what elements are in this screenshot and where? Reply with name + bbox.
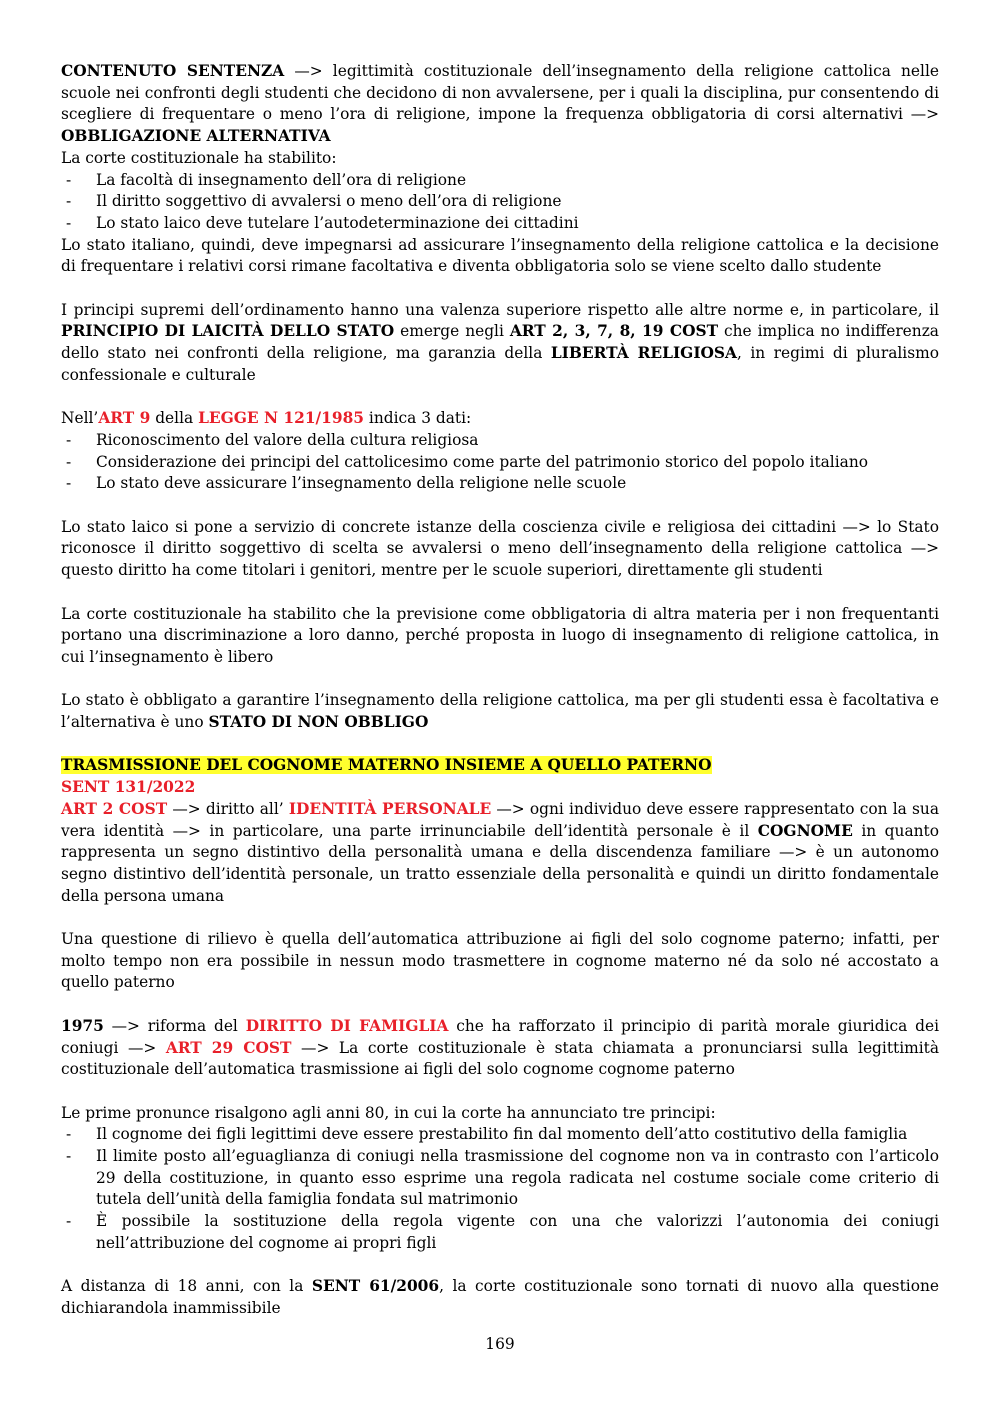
paragraph-sent-2006: A distanza di 18 anni, con la SENT 61/2006, la corte costituzionale sono tornati di nuovo alla questione dichiarandola inammissibile (61, 1277, 939, 1317)
paragraph-non-obbligo: Lo stato è obbligato a garantire l’insegnamento della religione cattolica, ma per gli studenti essa è facoltativa e l’alternativa è uno STATO DI NON OBBLIGO (61, 691, 939, 732)
section-heading: TRASMISSIONE DEL COGNOME MATERNO INSIEME A QUELLO PATERNO (61, 756, 712, 775)
page-number: 169 (485, 1335, 515, 1353)
paragraph-contenuto-sentenza: CONTENUTO SENTENZA —> legittimità costituzionale dell’insegnamento della religione cattolica nelle scuole nei confronti degli studenti che decidono di non avvalersene, per i quali la disciplina, pur consentendo di scegliere di frequentare o meno l’ora di religione, impone la frequenza obbligatoria di corsi alternativi —> OBBLIGAZIONE ALTERNATIVA (61, 62, 939, 146)
list-item: - Il diritto soggettivo di avvalersi o meno dell’ora di religione (61, 191, 939, 213)
paragraph-riforma-1975: 1975 —> riforma del DIRITTO DI FAMIGLIA che ha rafforzato il principio di parità morale giuridica dei coniugi —> ART 29 COST —> La corte costituzionale è stata chiamata a pronunciarsi sulla legittimità costituzionale dell’automatica trasmissione ai figli del solo cognome cognome paterno (61, 1016, 940, 1079)
document-page (61, 61, 939, 1320)
sentence-reference: SENT 131/2022 (61, 778, 196, 797)
paragraph-principi-supremi: I principi supremi dell’ordinamento hanno una valenza superiore rispetto alle altre norme e, in particolare, il PRINCIPIO DI LAICITÀ DELLO STATO emerge negli ART 2, 3, 7, 8, 19 COST che implica no indifferenza dello stato nei confronti della religione, ma garanzia della LIBERTÀ RELIGIOSA, in regimi di pluralismo confessionale e culturale (61, 300, 939, 384)
paragraph-questione-rilievo: Una questione di rilievo è quella dell’automatica attribuzione ai figli del solo cognome paterno; infatti, per molto tempo non era possibile in nessun modo trasmettere in cognome materno né da solo né accostato a quello paterno (61, 930, 939, 992)
list-tre-principi (61, 1124, 939, 1254)
list-item: - È possibile la sostituzione della regola vigente con una che valorizzi l’autonomia dei coniugi nell’attribuzione del cognome ai propri figli (61, 1211, 939, 1254)
list-item: - Riconoscimento del valore della cultura religiosa (61, 430, 939, 452)
list-item: - Il limite posto all’eguaglianza di coniugi nella trasmissione del cognome non va in contrasto con l’articolo 29 della costituzione, in quanto esso esprime una regola radicata nel costume sociale come criterio di tutela dell’unità della famiglia fondata sul matrimonio (61, 1146, 939, 1211)
list-legge-dati (61, 430, 939, 495)
list-item: - Il cognome dei figli legittimi deve essere prestabilito fin dal momento dell’atto costitutivo della famiglia (61, 1124, 939, 1146)
list-corte-principles (61, 170, 939, 235)
list-item: - La facoltà di insegnamento dell’ora di religione (61, 170, 939, 192)
paragraph-prime-pronunce: Le prime pronunce risalgono agli anni 80, in cui la corte ha annunciato tre principi: (61, 1103, 716, 1122)
list-item: - Lo stato laico deve tutelare l’autodeterminazione dei cittadini (61, 213, 939, 235)
list-item: - Lo stato deve assicurare l’insegnamento della religione nelle scuole (61, 473, 939, 495)
paragraph-discriminazione: La corte costituzionale ha stabilito che la previsione come obbligatoria di altra materia per i non frequentanti portano una discriminazione a loro danno, perché proposta in luogo di insegnamento di religione cattolica, in cui l’insegnamento è libero (61, 604, 939, 666)
paragraph-art-9: Nell’ART 9 della LEGGE N 121/1985 indica 3 dati: (61, 409, 472, 428)
list-item: - Considerazione dei principi del cattolicesimo come parte del patrimonio storico del popolo italiano (61, 452, 939, 474)
paragraph-stato-laico: Lo stato laico si pone a servizio di concrete istanze della coscienza civile e religiosa dei cittadini —> lo Stato riconosce il diritto soggettivo di scelta se avvalersi o meno dell’insegnamento della religione cattolica —> questo diritto ha come titolari i genitori, mentre per le scuole superiori, direttamente gli studenti (61, 517, 939, 580)
paragraph-corte-stabilito: La corte costituzionale ha stabilito: (61, 148, 337, 167)
paragraph-stato-italiano: Lo stato italiano, quindi, deve impegnarsi ad assicurare l’insegnamento della religione cattolica e la decisione di frequentare i relativi corsi rimane facoltativa e diventa obbligatoria solo se viene scelto dallo studente (61, 235, 939, 276)
paragraph-identita-personale: ART 2 COST —> diritto all’ IDENTITÀ PERSONALE —> ogni individuo deve essere rappresentato con la sua vera identità —> in particolare, una parte irrinunciabile dell’identità personale è il COGNOME in quanto rappresenta un segno distintivo della personalità umana e della discendenza familiare —> è un autonomo segno distintivo dell’identità personale, un tratto essenziale della personalità e quindi un diritto fondamentale della persona umana (61, 799, 939, 905)
